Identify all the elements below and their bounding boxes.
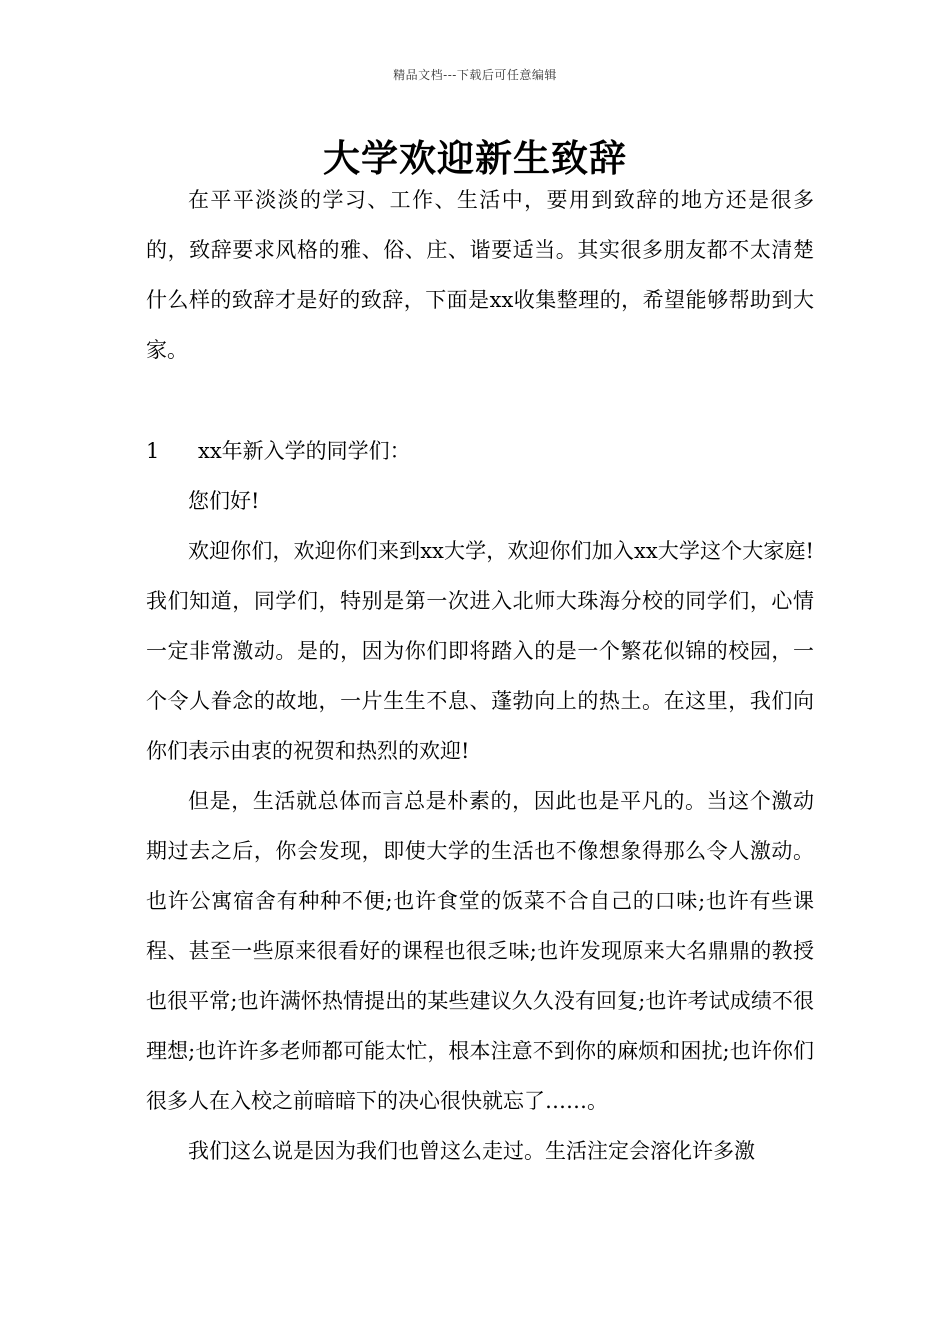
- intro-paragraph: 在平平淡淡的学习、工作、生活中，要用到致辞的地方还是很多的，致辞要求风格的雅、俗、庄、谐要适当。其实很多朋友都不太清楚什么样的致辞才是好的致辞，下面是xx收集整理的，希望能够帮助到大家。: [146, 188, 814, 362]
- document-title: 大学欢迎新生致辞: [323, 136, 627, 180]
- section-number: 1: [146, 439, 160, 463]
- experience-paragraph: 我们这么说是因为我们也曾这么走过。生活注定会溶化许多激: [188, 1139, 755, 1163]
- intro-section: [146, 175, 814, 375]
- reality-paragraph: 但是，生活就总体而言总是朴素的，因此也是平凡的。当这个激动期过去之后，你会发现，即使大学的生活也不像想象得那么令人激动。也许公寓宿舍有种种不便;也许食堂的饭菜不合自己的口味;也许有些课程、甚至一些原来很看好的课程也很乏味;也许发现原来大名鼎鼎的教授也很平常;也许满怀热情提出的某些建议久久没有回复;也许考试成绩不很理想;也许许多老师都可能太忙，根本注意不到你的麻烦和困扰;也许你们很多人在入校之前暗暗下的决心很快就忘了……。: [146, 789, 814, 1113]
- greeting-paragraph: 您们好!: [188, 489, 260, 513]
- section-heading: [146, 426, 411, 476]
- letter-body: [146, 476, 814, 1176]
- welcome-paragraph: 欢迎你们，欢迎你们来到xx大学，欢迎你们加入xx大学这个大家庭!我们知道，同学们，特别是第一次进入北师大珠海分校的同学们，心情一定非常激动。是的，因为你们即将踏入的是一个繁花似锦的校园，一个令人眷念的故地，一片生生不息、蓬勃向上的热土。在这里，我们向你们表示由衷的祝贺和热烈的欢迎!: [146, 539, 814, 763]
- salutation: xx年新入学的同学们：: [198, 439, 411, 463]
- page-header-note: 精品文档---下载后可任意编辑: [393, 68, 557, 82]
